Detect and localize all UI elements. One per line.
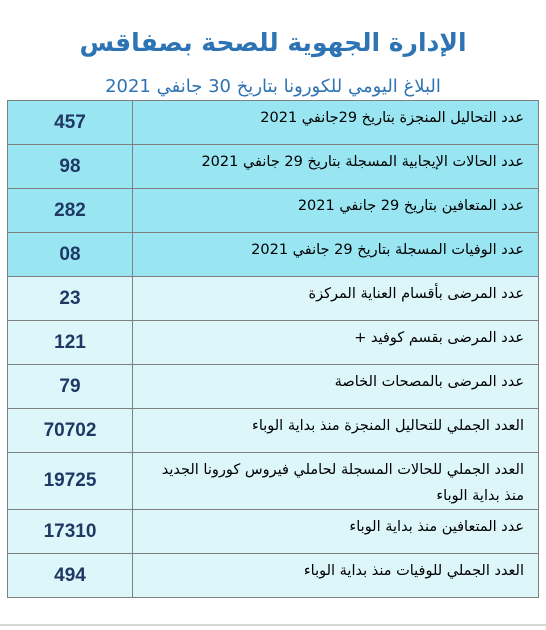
row-label: عدد التحاليل المنجزة بتاريخ 29جانفي 2021 bbox=[133, 101, 539, 145]
row-value: 23 bbox=[8, 277, 133, 321]
table-row bbox=[8, 554, 539, 598]
row-value: 70702 bbox=[8, 409, 133, 453]
row-label: عدد الوفيات المسجلة بتاريخ 29 جانفي 2021 bbox=[133, 233, 539, 277]
row-value: 282 bbox=[8, 189, 133, 233]
row-label: عدد المرضى بقسم كوفيد + bbox=[133, 321, 539, 365]
table-row bbox=[8, 277, 539, 321]
table-row bbox=[8, 101, 539, 145]
row-label: العدد الجملي للوفيات منذ بداية الوباء bbox=[133, 554, 539, 598]
row-value: 08 bbox=[8, 233, 133, 277]
table-row bbox=[8, 145, 539, 189]
row-label: عدد الحالات الإيجابية المسجلة بتاريخ 29 جانفي 2021 bbox=[133, 145, 539, 189]
row-value: 17310 bbox=[8, 510, 133, 554]
row-label: عدد المرضى بالمصحات الخاصة bbox=[133, 365, 539, 409]
page-divider bbox=[0, 624, 546, 626]
row-value: 494 bbox=[8, 554, 133, 598]
page-title: الإدارة الجهوية للصحة بصفاقس bbox=[79, 28, 467, 57]
row-value: 79 bbox=[8, 365, 133, 409]
statistics-table bbox=[7, 100, 539, 598]
row-value: 19725 bbox=[8, 453, 133, 510]
row-value: 121 bbox=[8, 321, 133, 365]
table-row bbox=[8, 233, 539, 277]
row-value: 457 bbox=[8, 101, 133, 145]
table-row bbox=[8, 453, 539, 510]
row-label: العدد الجملي للحالات المسجلة لحاملي فيروس كورونا الجديد منذ بداية الوباء bbox=[133, 453, 539, 510]
table-row bbox=[8, 321, 539, 365]
table-row bbox=[8, 365, 539, 409]
row-label: العدد الجملي للتحاليل المنجزة منذ بداية الوباء bbox=[133, 409, 539, 453]
table-row bbox=[8, 189, 539, 233]
row-value: 98 bbox=[8, 145, 133, 189]
report-subtitle: البلاغ اليومي للكورونا بتاريخ 30 جانفي 2021 bbox=[105, 76, 441, 97]
row-label: عدد المتعافين منذ بداية الوباء bbox=[133, 510, 539, 554]
table-row bbox=[8, 510, 539, 554]
table-row bbox=[8, 409, 539, 453]
row-label: عدد المتعافين بتاريخ 29 جانفي 2021 bbox=[133, 189, 539, 233]
row-label: عدد المرضى بأقسام العناية المركزة bbox=[133, 277, 539, 321]
